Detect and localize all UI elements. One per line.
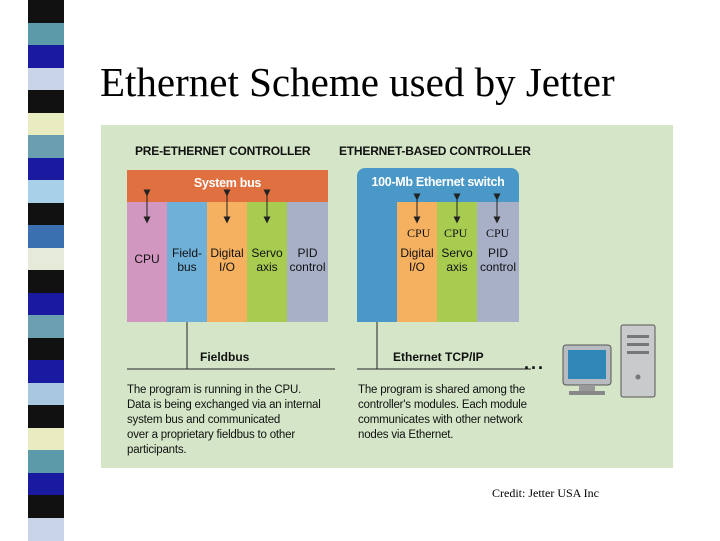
stripe-cell [28,428,64,451]
credit-line: Credit: Jetter USA Inc [492,486,599,500]
module-label: PID control [479,246,517,274]
stripe-cell [28,135,64,158]
stripe-cell [28,405,64,428]
stripe-cell [28,518,64,541]
description-line: The program is shared among the [358,384,526,396]
cpu-tag: CPU [486,226,510,240]
stripe-cell [28,23,64,46]
stripe-cell [28,383,64,406]
description-line: controller's modules. Each module [358,399,527,411]
module-label: Digital I/O [400,246,434,274]
stripe-cell [28,68,64,91]
stripe-cell [28,180,64,203]
stripe-cell [28,450,64,473]
stripe-cell [28,293,64,316]
stripe-cell [28,248,64,271]
computer-tower-icon [621,325,655,397]
stripe-cell [28,495,64,518]
description-line: Data is being exchanged via an internal [127,399,321,411]
ethernet-switch-label: 100-Mb Ethernet switch [371,175,505,189]
stripe-cell [28,203,64,226]
description-line: participants. [127,444,187,456]
stripe-cell [28,113,64,136]
system-bus-label: System bus [193,176,262,190]
stripe-cell [28,45,64,68]
stripe-cell [28,360,64,383]
description-line: communicates with other network [358,414,523,426]
ethernet-tcpip-label: Ethernet TCP/IP [393,350,484,364]
pre-ethernet-header: PRE-ETHERNET CONTROLLER [135,144,311,158]
module-label: CPU [134,252,160,266]
module-label: PID control [289,246,326,274]
module-label: Digital I/O [210,246,244,274]
ethernet-header: ETHERNET-BASED CONTROLLER [339,144,531,158]
ellipsis: ... [524,353,546,373]
stripe-cell [28,473,64,496]
stripe-cell [28,338,64,361]
slide-title: Ethernet Scheme used by Jetter [100,59,615,105]
stripe-cell [28,0,64,23]
stripe-cell [28,315,64,338]
stripe-cell [28,158,64,181]
module-label: Servo axis [251,246,283,274]
decorative-stripe [28,0,64,540]
stripe-cell [28,90,64,113]
module-label: Field- bus [171,246,202,274]
stripe-cell [28,225,64,248]
description-line: The program is running in the CPU. [127,384,302,396]
pre-ethernet-description [127,383,321,458]
stripe-cell [28,270,64,293]
cpu-tag: CPU [444,226,468,240]
monitor-icon [563,345,611,395]
description-line: system bus and communicated [127,414,281,426]
cpu-tag: CPU [407,226,431,240]
controller-comparison-diagram [101,125,673,468]
description-line: nodes via Ethernet. [358,429,454,441]
description-line: over a proprietary fieldbus to other [127,429,295,441]
fieldbus-label: Fieldbus [200,350,250,364]
ethernet-description [358,383,527,443]
module-label: Servo axis [441,246,473,274]
